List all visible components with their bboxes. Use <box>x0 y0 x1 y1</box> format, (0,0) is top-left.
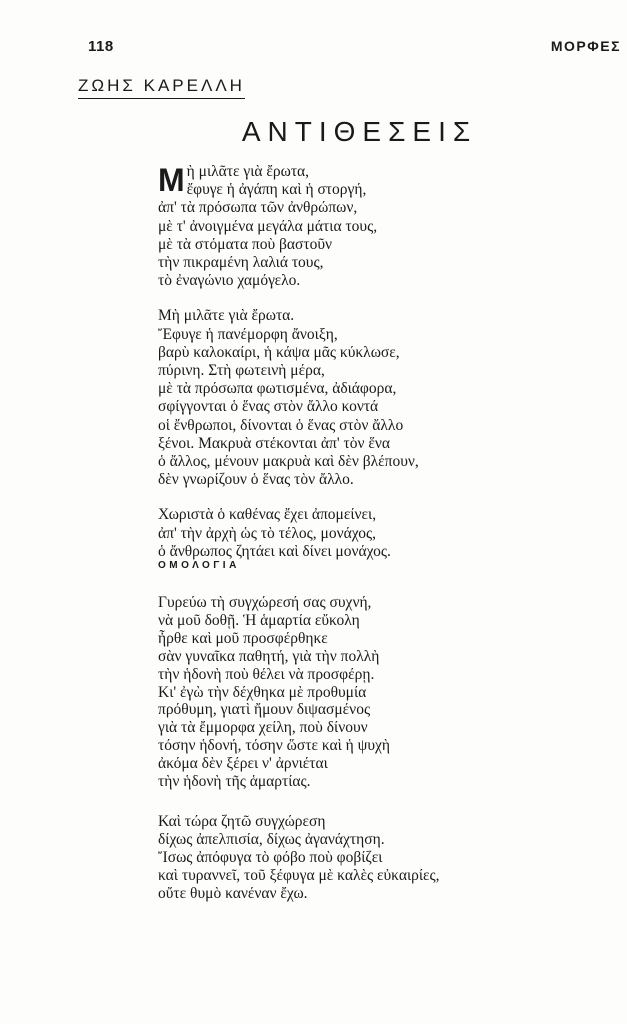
stanza <box>158 506 598 561</box>
verse-line: βαρὺ καλοκαίρι, ἡ κάψα μᾶς κύκλωσε, <box>158 343 400 361</box>
verse-line: σφίγγονται ὁ ἕνας στὸν ἄλλο κοντά <box>158 398 379 416</box>
verse-line: δὲν γνωρίζουν ὁ ἕνας τὸν ἄλλο. <box>158 471 354 489</box>
verse-line: ἀπ' τὰ πρόσωπα τῶν ἀνθρώπων, <box>158 199 358 217</box>
verse-line: νὰ μοῦ δοθῇ. Ἡ ἁμαρτία εὔκολη <box>158 611 360 629</box>
verse-line: ἀκόμα δὲν ξέρει ν' ἀρνιέται <box>158 755 328 773</box>
running-head: ΜΟΡΦΕΣ <box>550 38 621 54</box>
poem-antitheseis <box>158 163 598 578</box>
stanza <box>158 163 598 290</box>
verse-line: πύρινη. Στὴ φωτεινὴ μέρα, <box>158 362 325 380</box>
verse-line: τόσην ἡδονή, τόσην ὥστε καὶ ἡ ψυχὴ <box>158 737 391 755</box>
poem-omologia <box>158 594 598 925</box>
verse-line: Καὶ τώρα ζητῶ συγχώρεση <box>158 812 326 830</box>
verse-line: δίχως ἀπελπισία, δίχως ἀγανάχτηση. <box>158 830 385 848</box>
verse-line: μὲ τὰ πρόσωπα φωτισμένα, ἀδιάφορα, <box>158 380 397 398</box>
verse-line: μὲ τὰ στόματα ποὺ βαστοῦν <box>158 235 333 253</box>
stanza <box>158 813 598 903</box>
verse-line: Ἔφυγε ἡ πανέμορφη ἄνοιξη, <box>158 325 338 343</box>
section-subtitle: ΟΜΟΛΟΓΙΑ <box>158 560 240 571</box>
verse-line: τὴν ἡδονὴ ποὺ θέλει νὰ προσφέρῃ. <box>158 665 375 683</box>
verse-line: τὴν πικραμένη λαλιά τους, <box>158 254 324 272</box>
verse-line: ἦρθε καὶ μοῦ προσφέρθηκε <box>158 629 328 647</box>
stanza <box>158 307 598 489</box>
verse-line: ὁ ἄλλος, μένουν μακρυὰ καὶ δὲν βλέπουν, <box>158 453 419 471</box>
verse-line: Μὴ μιλᾶτε γιὰ ἔρωτα. <box>158 307 295 325</box>
verse-line: ὴ μιλᾶτε γιὰ ἔρωτα, <box>186 163 310 180</box>
page-number: 118 <box>88 38 114 55</box>
verse-line: ὁ ἄνθρωπος ζητάει καὶ δίνει μονάχος. <box>158 542 391 560</box>
verse-line: καὶ τυραννεῖ, τοῦ ξέφυγα μὲ καλὲς εὐκαιρίες, <box>158 866 440 884</box>
verse-line: σὰν γυναῖκα παθητή, γιὰ τὴν πολλὴ <box>158 647 380 665</box>
verse-line: τὴν ἡδονὴ τῆς ἁμαρτίας. <box>158 773 311 791</box>
verse-line: γιὰ τὰ ἔμμορφα χείλη, ποὺ δίνουν <box>158 719 368 737</box>
verse-line: Χωριστὰ ὁ καθένας ἔχει ἀπομείνει, <box>158 506 377 524</box>
verse-line: Γυρεύω τὴ συγχώρεσή σας συχνή, <box>158 594 372 611</box>
stanza <box>158 594 598 791</box>
verse-line: οὔτε θυμὸ κανέναν ἔχω. <box>158 884 308 902</box>
verse-line: ἔφυγε ἡ ἀγάπη καὶ ἡ στοργή, <box>186 181 367 199</box>
verse-line: ξένοι. Μακρυὰ στέκονται ἀπ' τὸν ἕνα <box>158 434 391 452</box>
poem-title: ΑΝΤΙΘΕΣΕΙΣ <box>241 116 478 147</box>
verse-line: πρόθυμη, γιατὶ ἤμουν διψασμένος <box>158 701 371 719</box>
verse-line: μὲ τ' ἀνοιγμένα μεγάλα μάτια τους, <box>158 217 378 235</box>
author-name: ΖΩΗΣ ΚΑΡΕΛΛΗ <box>78 76 245 99</box>
verse-line: Κι' ἐγὼ τὴν δέχθηκα μὲ προθυμία <box>158 683 367 701</box>
verse-line: Ἴσως ἀπόφυγα τὸ φόβο ποὺ φοβίζει <box>158 848 383 866</box>
verse-line: οἱ ἔνθρωποι, δίνονται ὁ ἕνας στὸν ἄλλο <box>158 416 404 434</box>
verse-line: ἀπ' τὴν ἀρχὴ ὡς τὸ τέλος, μονάχος, <box>158 524 376 542</box>
verse-line: τὸ ἐναγώνιο χαμόγελο. <box>158 272 301 290</box>
drop-cap: Μ <box>158 162 185 198</box>
